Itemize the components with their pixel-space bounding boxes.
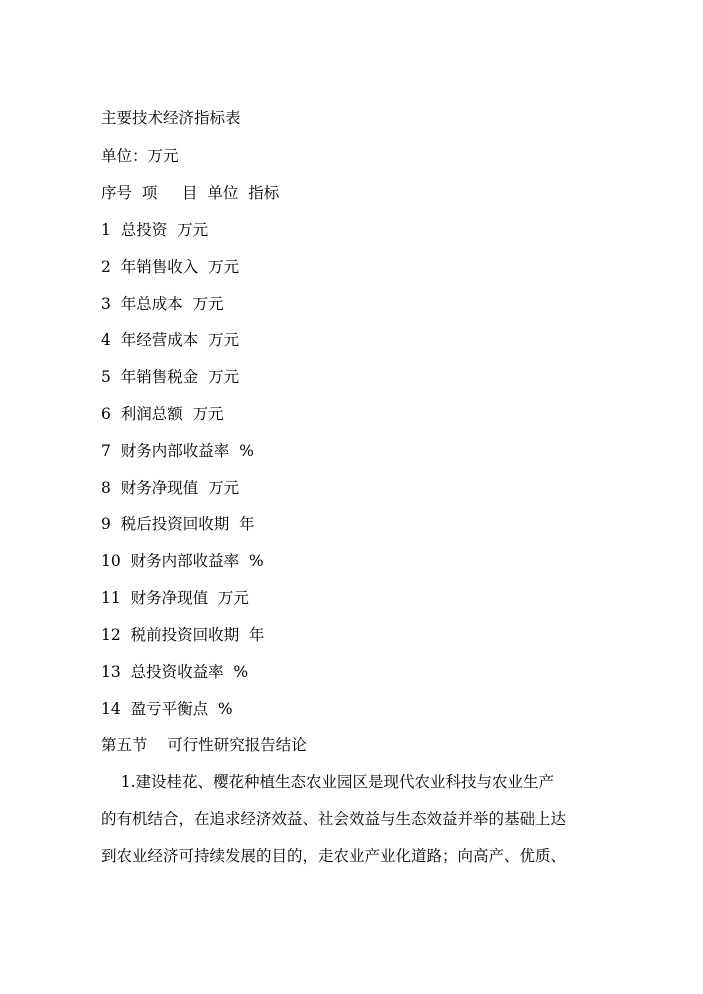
table-row: 1 总投资 万元 [101,221,209,239]
table-row: 9 税后投资回收期 年 [101,515,255,533]
table-row: 2 年销售收入 万元 [101,258,240,276]
table-row: 8 财务净现值 万元 [101,479,240,497]
table-row: 10 财务内部收益率 % [101,552,264,570]
conclusion-line: 1.建设桂花、樱花种植生态农业园区是现代农业科技与农业生产 [101,773,554,791]
table-row: 5 年销售税金 万元 [101,368,240,386]
section-heading: 第五节 可行性研究报告结论 [101,736,307,754]
conclusion-line: 到农业经济可持续发展的目的，走农业产业化道路；向高产、优质、 [101,847,567,865]
unit-line: 单位：万元 [101,147,179,165]
conclusion-line: 的有机结合，在追求经济效益、社会效益与生态效益并举的基础上达 [101,810,567,828]
table-row: 6 利润总额 万元 [101,405,224,423]
table-header-row: 序号 项 目 单位 指标 [101,184,280,202]
table-row: 14 盈亏平衡点 % [101,700,233,718]
table-row: 4 年经营成本 万元 [101,331,240,349]
table-title: 主要技术经济指标表 [101,109,241,127]
table-row: 13 总投资收益率 % [101,663,249,681]
table-row: 7 财务内部收益率 % [101,442,254,460]
table-row: 12 税前投资回收期 年 [101,626,265,644]
table-row: 3 年总成本 万元 [101,295,224,313]
table-row: 11 财务净现值 万元 [101,589,249,607]
